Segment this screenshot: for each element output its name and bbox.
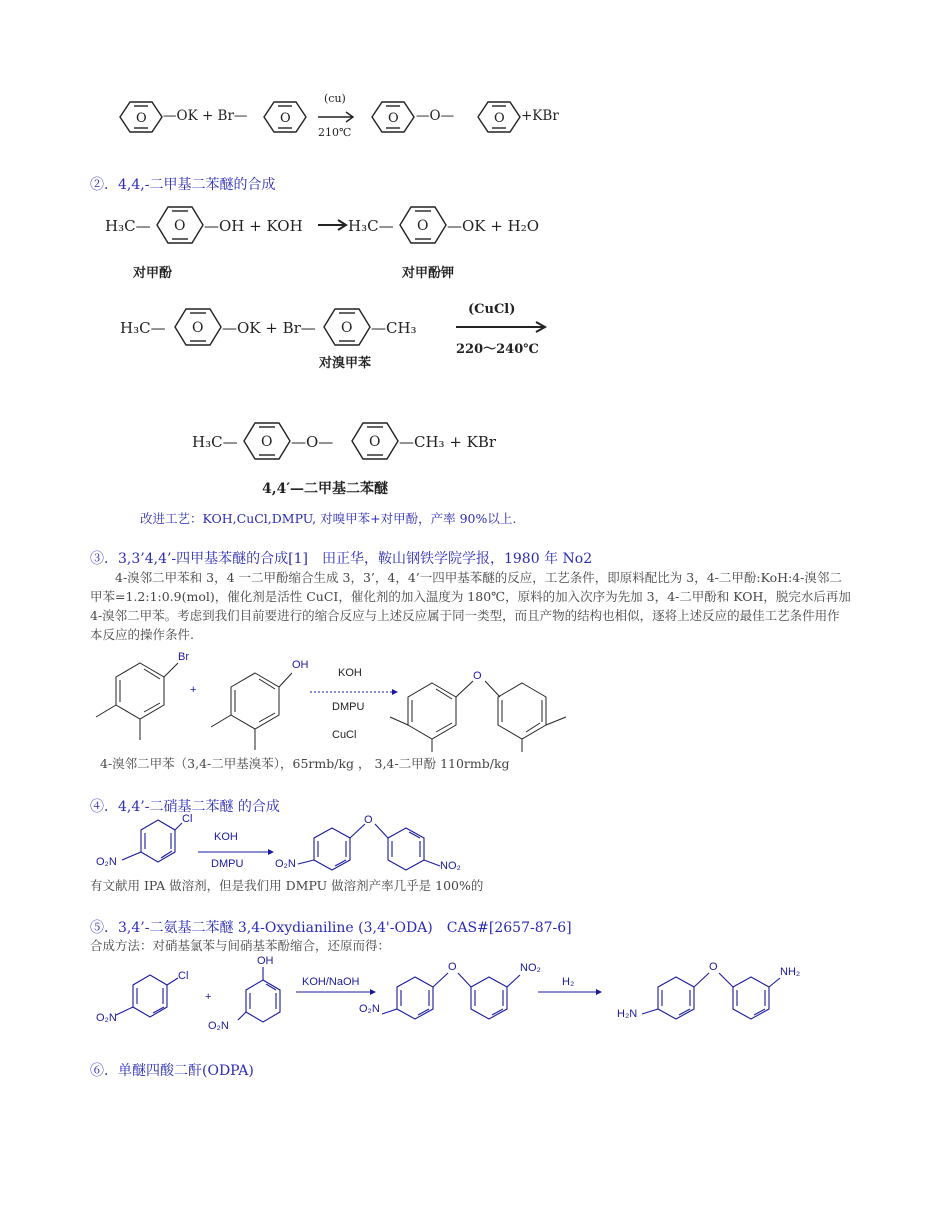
svg-text:H₃C—: H₃C— — [192, 433, 238, 451]
section-3-paragraph: 4-溴邻二甲苯和 3，4 一二甲酚缩合生成 3，3’，4，4’一四甲基苯醚的反应，工艺条件，即原料配比为 3，4-二甲酚:KoH:4-溴邻二甲苯=1.2:1:0.9(mol)，催化剂是活性 CuCI，催化剂的加入温度为 180℃，原料的加入次序为先加 3，4-二甲酚和 KOH，脱完水后再加 4-溴邻二甲苯。考虑到我们目前要进行的缩合反应与上述反应属于同一类型，而且产物的结构也相似，逐将上述反应的最佳工艺条件用作本反应的操作条件. — [90, 570, 851, 642]
dimethyl-diphenyl-ether-label: 4,4′—二甲基二苯醚 — [262, 481, 389, 497]
dmpu-reagent: DMPU — [332, 701, 365, 713]
section-3-heading: ③．3,3’4,4’-四甲基苯醚的合成[1] 田正华，鞍山钢铁学院学报，1980 年 No2 — [90, 551, 593, 567]
svg-text:O: O — [280, 111, 291, 126]
svg-text:H₃C—: H₃C— — [120, 319, 166, 337]
product-amine-right: NH₂ — [780, 966, 801, 978]
h2-reagent: H₂ — [562, 976, 575, 988]
plus-sign-5: + — [205, 991, 212, 1003]
nitro-label-5: O₂N — [96, 1012, 117, 1024]
hydroxyl-label: OH — [292, 659, 309, 671]
reaction-1-temperature: 210℃ — [318, 126, 352, 139]
svg-text:O: O — [417, 218, 429, 234]
svg-text:O: O — [369, 434, 381, 450]
solvent-note: 有文献用 IPA 做溶剂，但是我们用 DMPU 做溶剂产率几乎是 100%的 — [90, 878, 484, 893]
bromo-label: Br — [178, 651, 189, 663]
product-ether-oxygen: O — [709, 961, 718, 973]
ether-oxygen-label-4: O — [364, 814, 373, 826]
svg-text:—CH₃: —CH₃ — [371, 319, 417, 337]
price-note: 4-溴邻二甲苯（3,4-二甲基溴苯），65rmb/kg ， 3,4-二甲酚 110rmb/kg — [100, 756, 510, 771]
section-2-heading: ②．4,4,-二甲基二苯醚的合成 — [90, 177, 276, 193]
svg-text:O: O — [388, 111, 399, 126]
svg-text:O: O — [136, 111, 147, 126]
synthesis-method: 合成方法：对硝基氯苯与间硝基苯酚缩合，还原而得： — [90, 938, 391, 953]
koh-naoh-reagent: KOH/NaOH — [302, 976, 360, 988]
potassium-p-cresolate-label: 对甲酚钾 — [402, 266, 455, 281]
section-6-heading: ⑥．单醚四酸二酐(ODPA) — [90, 1063, 254, 1079]
cucl-catalyst: (CuCl) — [468, 302, 516, 317]
product-nitro-left-label: O₂N — [275, 858, 296, 870]
hydroxyl-label-5: OH — [257, 955, 274, 967]
product-amine-left: H₂N — [617, 1008, 638, 1020]
section-5-heading: ⑤．3,4’-二氨基二苯醚 3,4-Oxydianiline (3,4'-ODA) CAS#[2657-87-6] — [90, 920, 572, 936]
chloro-label: Cl — [182, 813, 193, 825]
product-nitro-right-label: NO₂ — [440, 860, 461, 872]
reaction-1-product-tail: +KBr — [521, 108, 559, 124]
svg-text:O: O — [341, 320, 353, 336]
nitrophenol-nitro-label: O₂N — [208, 1020, 229, 1032]
svg-text:—OK + Br—: —OK + Br— — [222, 319, 316, 337]
reaction-1-catalyst: (cu) — [324, 92, 346, 105]
p-bromotoluene-label: 对溴甲苯 — [319, 356, 372, 371]
koh-reagent-4: KOH — [214, 831, 238, 843]
svg-text:O: O — [494, 111, 505, 126]
svg-text:O: O — [192, 320, 204, 336]
svg-text:H₃C—: H₃C— — [105, 217, 151, 235]
svg-text:—O—: —O— — [291, 433, 334, 451]
section-4-heading: ④．4,4’-二硝基二苯醚 的合成 — [90, 799, 280, 815]
temperature-range: 220～240℃ — [456, 342, 539, 357]
plus-sign: + — [190, 684, 197, 696]
nitro-left-label: O₂N — [96, 856, 117, 868]
koh-reagent: KOH — [338, 667, 362, 679]
svg-text:O: O — [261, 434, 273, 450]
svg-text:—CH₃ + KBr: —CH₃ + KBr — [399, 433, 497, 451]
cucl-reagent: CuCl — [332, 729, 357, 741]
svg-text:—OH + KOH: —OH + KOH — [204, 217, 303, 235]
p-cresol-label: 对甲酚 — [133, 266, 173, 281]
intermediate-ether-oxygen: O — [448, 961, 457, 973]
dmpu-reagent-4: DMPU — [211, 858, 244, 870]
ether-oxygen-label: O — [473, 670, 482, 682]
intermediate-nitro-left: O₂N — [359, 1003, 380, 1015]
svg-text:H₃C—: H₃C— — [348, 217, 394, 235]
reaction-1-ether-link: —O— — [416, 108, 455, 124]
svg-text:O: O — [174, 218, 186, 234]
improvement-note: 改进工艺：KOH,CuCl,DMPU, 对嗅甲苯+对甲酚，产率 90%以上. — [140, 511, 517, 526]
svg-text:—OK + H₂O: —OK + H₂O — [447, 217, 539, 235]
reaction-1-left-text: —OK + Br— — [163, 108, 248, 124]
intermediate-nitro-right: NO₂ — [520, 962, 541, 974]
chloro-label-5: Cl — [178, 970, 189, 982]
